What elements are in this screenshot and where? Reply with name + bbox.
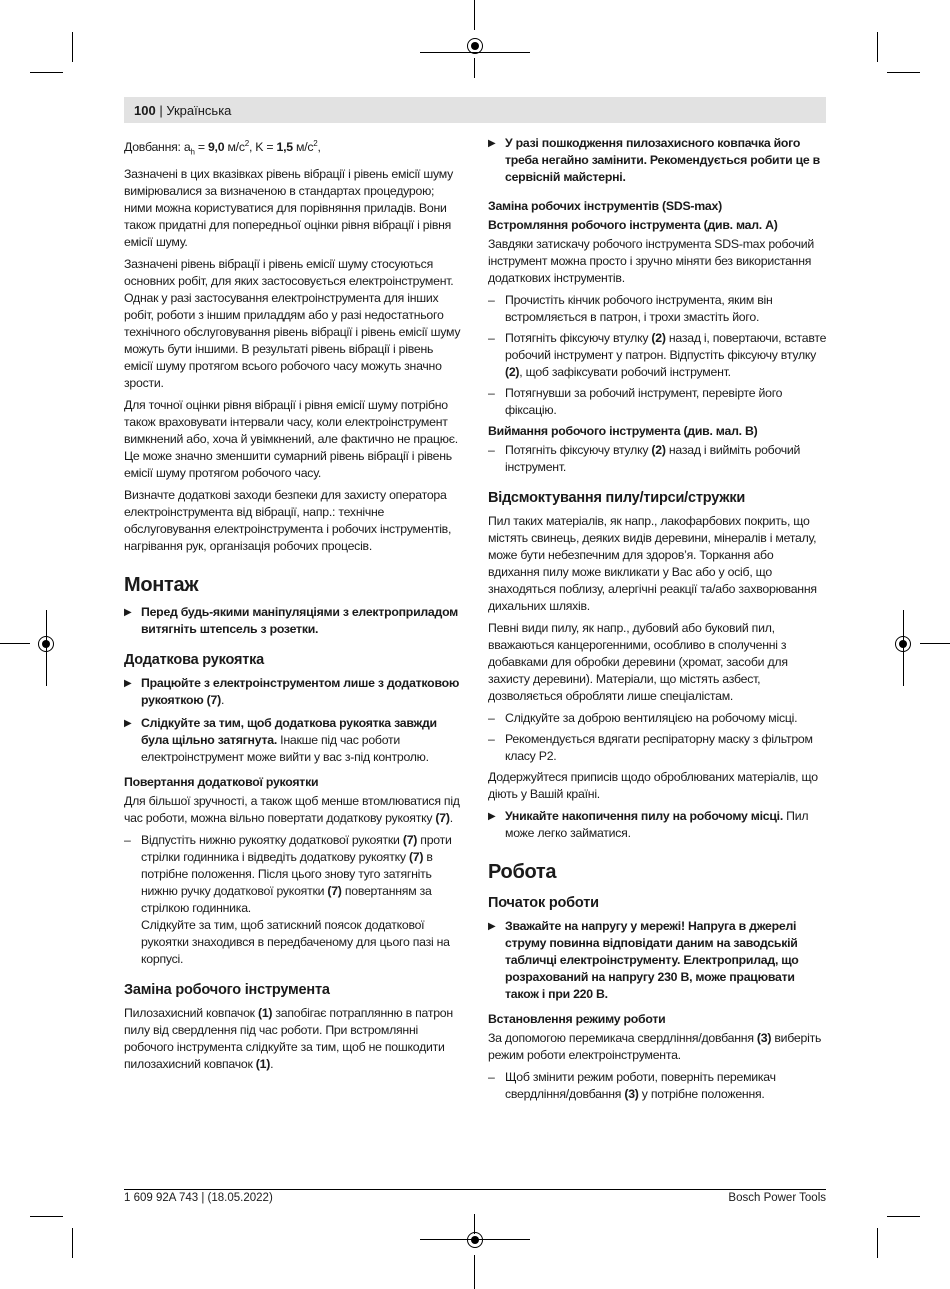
paragraph: Завдяки затискачу робочого інструмента SDS-max робочий інструмент можна просто і зручно міняти без використання додаткових інструментів. [488,237,815,285]
crop-mark [887,1216,920,1217]
crop-mark [920,643,950,644]
registration-mark-icon [38,636,54,652]
right-column [488,135,828,1107]
crop-mark [474,1214,475,1234]
paragraph: Пил таких матеріалів, як напр., лакофарбових покрить, що містять свинець, деяких видів деревини, мінералів і металу, може бути небезпечним для здоров’я. Торкання або вдихання пилу може викликати у Вас або у осіб, що знаходяться поблизу, алергічні реакції та/або захворювання дихальних шляхів. [488,514,817,613]
left-column [124,135,464,1078]
list-item: – Рекомендується вдягати респіраторну маску з фільтром класу P2. [488,731,828,765]
crop-mark [474,1255,475,1289]
crop-mark [72,32,73,62]
paragraph: Визначте додаткові заходи безпеки для захисту оператора електроінструмента від вібрації, напр.: технічне обслуговування електроінструмента і робочих інструментів, нагрівання рук, організація робочих процесів. [124,487,452,553]
page-header: 100 | Українська [134,103,232,118]
registration-mark-icon [467,38,483,54]
crop-mark [877,32,878,62]
paragraph: Пилозахисний ковпачок (1) запобігає потраплянню в патрон пилу від свердлення під час роботи. При встромлянні робочого інструмента слідкуйте за тим, щоб не пошкодити пилозахисний ковпачок (1). [124,1005,453,1071]
crop-mark [887,72,920,73]
warning-item: ▶ У разі пошкодження пилозахисного ковпачка його треба негайно замінити. Рекомендується робити це в сервісній майстерні. [488,135,828,186]
crop-mark [877,1228,878,1258]
warning-item: ▶ Зважайте на напругу у мережі! Напруга в джерелі струму повинна відповідати даним на заводській табличці електроінструменту. Електроприлад, що розрахований на напругу 230 В, може працювати також і при 220 В. [488,918,828,1003]
page-number: 100 [134,103,156,118]
subsection-heading: Відсмоктування пилу/тирси/стружки [488,490,746,506]
warning-item: ▶ Перед будь-якими маніпуляціями з електроприладом витягніть штепсель з розетки. [124,604,464,638]
paragraph: Зазначені в цих вказівках рівень вібрації і рівень емісії шуму вимірювалися за визначеною в стандартах процедурою; ними можна користуватися для порівняння приладів. Вони також придатні для попередньої оцінки рівня вібрації і рівня емісії шуму. [124,166,454,249]
crop-mark [30,1216,63,1217]
list-item: – Слідкуйте за доброю вентиляцією на робочому місці. [488,710,828,727]
subsection-heading: Заміна робочого інструмента [124,981,330,998]
paragraph: Зазначені рівень вібрації і рівень емісії шуму стосуються основних робіт, для яких застосовується електроінструмент. Однак у разі застосування електроінструмента для інших робіт, роботи з іншим приладдям або у разі недостатнього технічного обслуговування рівень вібрації і рівень емісії шуму можуть бути іншими. В результаті рівень вібрації і рівень емісії шуму протягом всього робочого часу можуть значно зрости. [124,256,461,390]
vibration-values: Довбання: $a_h = 9,0$ $м/с^2$, K = 1,5 $м/с^2$, [124,139,321,157]
crop-mark [0,643,30,644]
section-heading-robota: Робота [488,861,557,883]
minor-heading: Встромляння робочого інструмента (див. мал. A) [488,218,778,232]
footer-rule [124,1189,826,1190]
crop-mark [30,72,63,73]
minor-heading: Повертання додаткової рукоятки [124,774,319,789]
list-item: – Відпустіть нижню рукоятку додаткової рукоятки (7) проти стрілки годинника і відведіть додаткову рукоятку (7) в потрібне положення. Після цього знову туго затягніть нижню ручку додаткової рукоятки (7) повертанням за стрілкою годинника. Слідкуйте за тим, щоб затискний поясок додаткової рукоятки знаходився в передбаченому для цього пазі на корпусі. [124,832,464,968]
warning-item: ▶ Працюйте з електроінструментом лише з додатковою рукояткою (7). [124,675,464,709]
paragraph: Для точної оцінки рівня вібрації і рівня емісії шуму потрібно також враховувати інтервали часу, коли електроінструмент вимкнений або, хоча й увімкнений, але фактично не працює. Це може значно зменшити сумарний рівень вібрації і рівень емісії шуму протягом робочого часу. [124,397,458,480]
registration-mark-icon [467,1232,483,1248]
paragraph: Певні види пилу, як напр., дубовий або буковий пил, вважаються канцерогенними, особливо в сполученні з добавками для обробки деревини (хромат, засоби для захисту деревини). Матеріали, що містять азбест, дозволяється обробляти лише спеціалістам. [488,621,788,703]
document-number: 1 609 92A 743 | (18.05.2022) [124,1192,273,1204]
subsection-heading: Додаткова рукоятка [124,651,265,668]
brand-footer: Bosch Power Tools [728,1192,826,1204]
language-label: Українська [166,103,232,118]
minor-heading: Заміна робочих інструментів (SDS-max) [488,199,722,213]
paragraph: За допомогою перемикача свердління/довбання (3) виберіть режим роботи електроінструмента. [488,1031,822,1062]
list-item: – Щоб змінити режим роботи, поверніть перемикач свердління/довбання (3) у потрібне положення. [488,1069,828,1103]
list-item: – Потягніть фіксуючу втулку (2) назад і, повертаючи, вставте робочий інструмент у патрон. Відпустіть фіксуючу втулку (2), щоб зафіксувати робочий інструмент. [488,330,828,381]
subsection-heading: Початок роботи [488,895,599,911]
list-item: – Потягніть фіксуючу втулку (2) назад і вийміть робочий інструмент. [488,442,828,476]
crop-mark [72,1228,73,1258]
paragraph: Для більшої зручності, а також щоб менше втомлюватися під час роботи, можна вільно повертати додаткову рукоятку (7). [124,793,460,825]
list-item: – Прочистіть кінчик робочого інструмента, яким він встромляється в патрон, і трохи змастіть його. [488,292,828,326]
registration-mark-icon [895,636,911,652]
minor-heading: Встановлення режиму роботи [488,1012,666,1026]
list-item: – Потягнувши за робочий інструмент, перевірте його фіксацію. [488,385,828,419]
crop-mark [474,58,475,78]
section-heading-montazh: Монтаж [124,573,199,596]
minor-heading: Виймання робочого інструмента (див. мал. B) [488,424,758,438]
warning-item: ▶ Уникайте накопичення пилу на робочому місці. Пил може легко займатися. [488,808,828,842]
crop-mark [474,0,475,30]
warning-item: ▶ Слідкуйте за тим, щоб додаткова рукоятка завжди була щільно затягнута. Інакше під час роботи електроінструмент може вийти у вас з-під контролю. [124,715,464,766]
paragraph: Додержуйтеся приписів щодо оброблюваних матеріалів, що діють у Вашій країні. [488,770,818,801]
